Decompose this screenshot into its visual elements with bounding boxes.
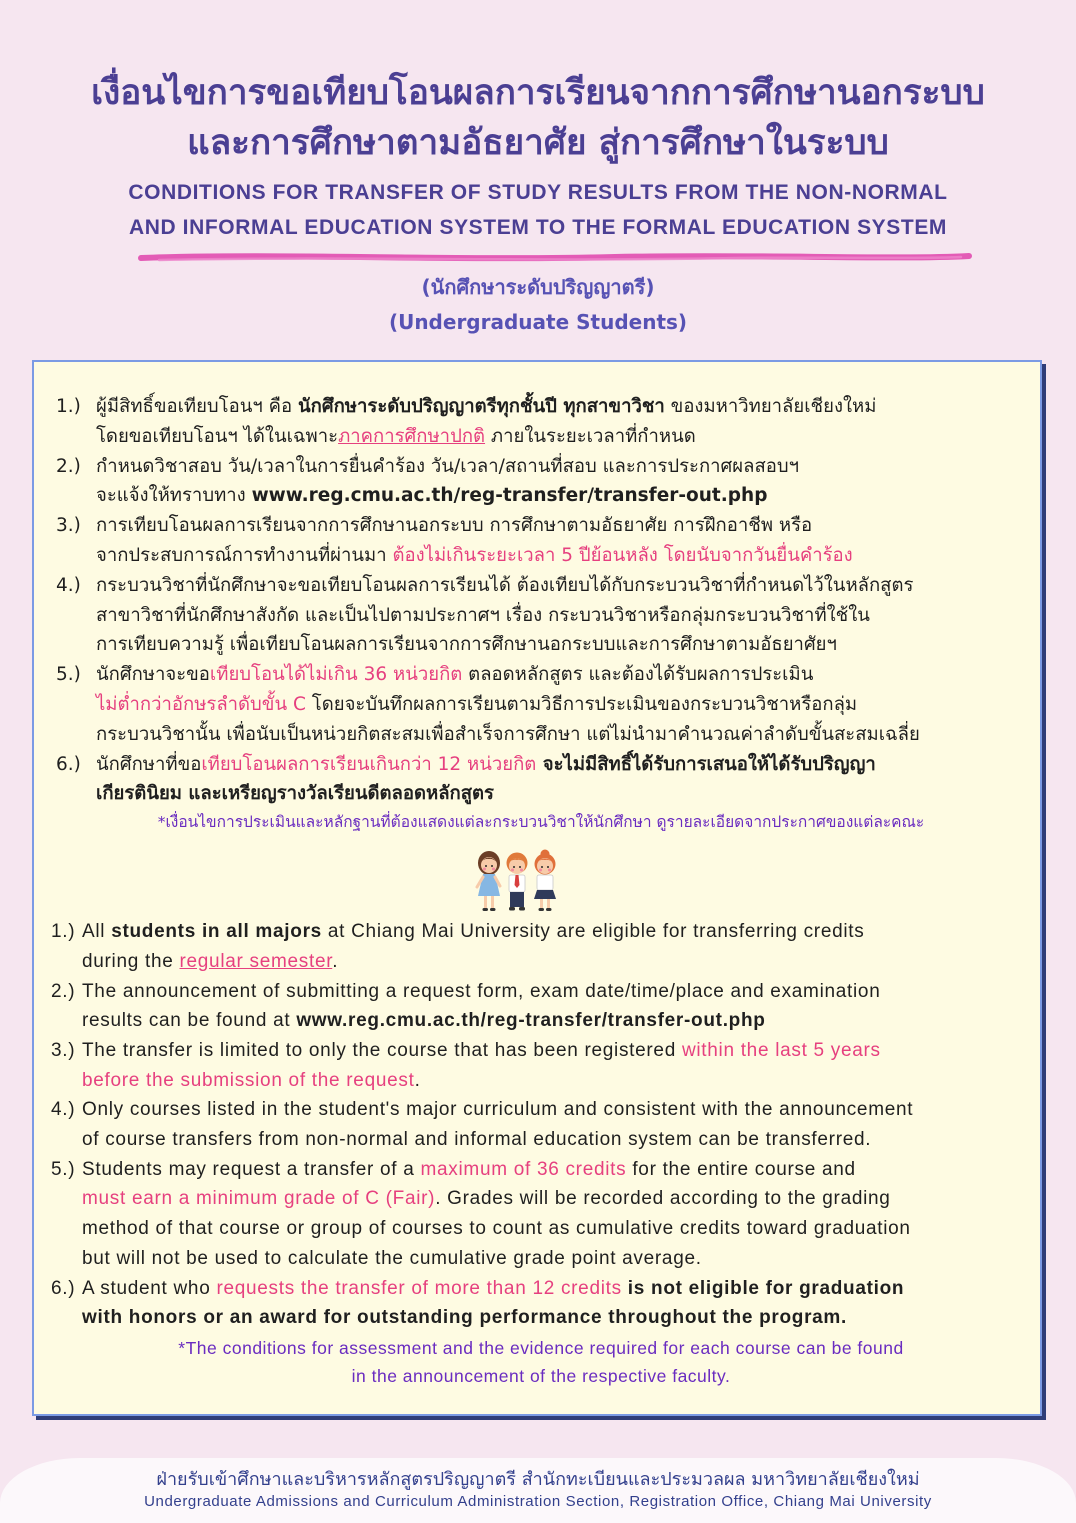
english-condition-3 <box>51 1036 1026 1095</box>
eye <box>547 866 549 868</box>
text-segment: จะแจ้งให้ทราบทาง <box>96 485 252 507</box>
three-students-icon <box>467 849 567 915</box>
text-segment: ผู้มีสิทธิ์ขอเทียบโอนฯ คือ <box>96 396 299 417</box>
bold-text: is not eligible for graduation <box>621 1277 905 1299</box>
condition-text <box>96 660 1026 749</box>
highlight-text: before the submission of the request <box>82 1069 415 1091</box>
condition-number: 3.) <box>51 1039 76 1061</box>
shoe <box>509 907 515 911</box>
condition-number: 2.) <box>56 455 81 477</box>
text-segment: but will not be used to calculate the cumulative grade point average. <box>82 1247 702 1269</box>
student-girl-blue-dress <box>477 851 500 911</box>
bold-text: เกียรตินิยม และเหรียญรางวัลเรียนดีตลอดหลักสูตร <box>96 783 494 805</box>
text-segment: การเทียบความรู้ เพื่อเทียบโอนผลการเรียนจากการศึกษานอกระบบและการศึกษาตามอัธยาศัยฯ <box>96 634 837 656</box>
thai-condition-3 <box>56 511 1026 571</box>
english-condition-4 <box>51 1095 1026 1154</box>
leg <box>540 899 543 908</box>
shoe <box>490 908 496 911</box>
condition-text <box>82 1095 1026 1154</box>
conditions-box <box>32 360 1042 1416</box>
text-segment: ภายในระยะเวลาที่กำหนด <box>485 425 696 447</box>
text-segment: during the <box>82 950 180 972</box>
cheek <box>539 869 542 872</box>
highlight-text: เทียบโอนได้ไม่เกิน 36 หน่วยกิต <box>209 664 463 686</box>
condition-number: 5.) <box>51 1158 76 1180</box>
cheek <box>483 868 486 871</box>
shoe <box>519 907 525 911</box>
highlight-text: requests the transfer of more than 12 credits <box>216 1277 622 1299</box>
registration-url-text: www.reg.cmu.ac.th/reg-transfer/transfer-out.php <box>296 1010 766 1032</box>
english-condition-1 <box>51 917 1026 976</box>
bold-text: นักศึกษาระดับปริญญาตรีทุกชั้นปี ทุกสาขาวิชา <box>298 396 665 417</box>
cheek <box>492 868 495 871</box>
text-segment: Students may request a transfer of a <box>82 1158 421 1180</box>
thai-footnote: *เงื่อนไขการประเมินและหลักฐานที่ต้องแสดงแต่ละกระบวนวิชาให้นักศึกษา ดูรายละเอียดจากประกาศของแต่ละคณะ <box>157 813 925 832</box>
text-segment: method of that course or group of courses to count as cumulative credits toward graduation <box>82 1218 911 1240</box>
eye <box>513 866 515 868</box>
condition-number: 1.) <box>51 921 76 943</box>
condition-text <box>82 977 1026 1036</box>
eye <box>541 866 543 868</box>
text-segment: results can be found at <box>82 1010 297 1032</box>
shoe <box>483 908 489 911</box>
english-condition-2 <box>51 977 1026 1036</box>
english-footnote-line-2: in the announcement of the respective faculty. <box>351 1366 731 1386</box>
text-segment: กำหนดวิชาสอบ วัน/เวลาในการยื่นคำร้อง วัน/เวลา/สถานที่สอบ และการประกาศผลสอบฯ <box>96 455 799 477</box>
english-title-line-2: AND INFORMAL EDUCATION SYSTEM TO THE FORMAL EDUCATION SYSTEM <box>128 216 948 239</box>
bold-text: with honors or an award for outstanding performance throughout the program. <box>82 1307 848 1329</box>
condition-text <box>82 1155 1026 1274</box>
text-segment: จากประสบการณ์การทำงานที่ผ่านมา <box>96 544 393 566</box>
student-girl-white-shirt <box>534 850 556 912</box>
eye <box>491 865 493 867</box>
cheek <box>548 869 551 872</box>
condition-text <box>96 452 1026 512</box>
bold-text: จะไม่มีสิทธิ์ได้รับการเสนอให้ได้รับปริญญา <box>536 753 876 775</box>
highlight-underlined-text: ภาคการศึกษาปกติ <box>338 425 486 447</box>
text-segment: สาขาวิชาที่นักศึกษาสังกัด และเป็นไปตามประกาศฯ เรื่อง กระบวนวิชาหรือกลุ่มกระบวนวิชาที่ใช้ใน <box>96 604 870 626</box>
text-segment: . <box>414 1069 421 1091</box>
text-segment: กระบวนวิชานั้น เพื่อนับเป็นหน่วยกิตสะสมเพื่อสำเร็จการศึกษา แต่ไม่นำมาคำนวณค่าลำดับขั้นสะสมเฉลี่ย <box>96 723 920 745</box>
condition-number: 6.) <box>56 753 81 775</box>
registration-url-text: www.reg.cmu.ac.th/reg-transfer/transfer-out.php <box>251 485 768 507</box>
audience-english: (Undergraduate Students) <box>388 310 688 334</box>
condition-number: 5.) <box>56 664 81 686</box>
text-segment: The announcement of submitting a request form, exam date/time/place and examination <box>82 980 881 1002</box>
text-segment: at Chiang Mai University are eligible for transferring credits <box>321 921 865 943</box>
pants <box>510 892 524 907</box>
shoe <box>539 908 545 911</box>
condition-text <box>96 511 1026 571</box>
text-segment: กระบวนวิชาที่นักศึกษาจะขอเทียบโอนผลการเรียนได้ ต้องเทียบได้กับกระบวนวิชาที่กำหนดไว้ในหลักสูตร <box>96 574 914 596</box>
text-segment: for the entire course and <box>626 1158 856 1180</box>
text-segment: นักศึกษาจะขอ <box>96 664 210 686</box>
leg <box>484 896 487 908</box>
english-footnote <box>56 1334 1026 1390</box>
shirt <box>537 875 553 890</box>
audience-thai: (นักศึกษาระดับปริญญาตรี) <box>421 275 655 299</box>
condition-number: 2.) <box>51 980 76 1002</box>
text-segment: การเทียบโอนผลการเรียนจากการศึกษานอกระบบ การศึกษาตามอัธยาศัย การฝึกอาชีพ หรือ <box>96 515 813 537</box>
leg <box>491 896 494 908</box>
condition-text <box>96 392 1026 452</box>
text-segment: . Grades will be recorded according to the grading <box>435 1188 891 1210</box>
english-footnote-line-1: *The conditions for assessment and the evidence required for each course can be found <box>178 1338 904 1358</box>
text-segment: . <box>332 950 339 972</box>
student-boy-red-tie <box>507 853 528 911</box>
footer-thai-office: ฝ่ายรับเข้าศึกษาและบริหารหลักสูตรปริญญาตรี สำนักทะเบียนและประมวลผล มหาวิทยาลัยเชียงใหม่ <box>156 1469 920 1490</box>
thai-conditions-list <box>56 392 1026 809</box>
condition-text <box>96 750 1026 810</box>
cheek <box>511 869 514 872</box>
bold-text: students in all majors <box>111 921 322 943</box>
text-segment: ของมหาวิทยาลัยเชียงใหม่ <box>664 396 877 417</box>
thai-title-line-1: เงื่อนไขการขอเทียบโอนผลการเรียนจากการศึกษานอกระบบ <box>91 73 985 113</box>
condition-text <box>82 1036 1026 1095</box>
eye <box>519 866 521 868</box>
condition-text <box>82 917 1026 976</box>
thai-title <box>0 68 1076 168</box>
pink-brush-underline <box>135 248 975 268</box>
skirt <box>534 890 556 899</box>
thai-condition-5 <box>56 660 1026 749</box>
text-segment: Only courses listed in the student's major curriculum and consistent with the announcement <box>82 1099 914 1121</box>
text-segment: นักศึกษาที่ขอ <box>96 753 202 775</box>
shoe <box>546 908 552 911</box>
english-condition-5 <box>51 1155 1026 1274</box>
text-segment: The transfer is limited to only the course that has been registered <box>82 1039 682 1061</box>
highlight-underlined-text: regular semester <box>179 950 333 972</box>
text-segment: ตลอดหลักสูตร และต้องได้รับผลการประเมิน <box>462 664 814 686</box>
condition-number: 6.) <box>51 1277 76 1299</box>
english-title-line-1: CONDITIONS FOR TRANSFER OF STUDY RESULTS FROM THE NON-NORMAL <box>128 181 948 204</box>
thai-condition-4 <box>56 571 1026 660</box>
condition-text <box>96 571 1026 660</box>
text-segment: โดยขอเทียบโอนฯ ได้ในเฉพาะ <box>96 425 339 447</box>
condition-number: 4.) <box>51 1099 76 1121</box>
footer-english-office: Undergraduate Admissions and Curriculum Administration Section, Registration Office, Chiang Mai University <box>144 1493 932 1510</box>
highlight-text: must earn a minimum grade of C (Fair) <box>82 1188 436 1210</box>
condition-text <box>82 1274 1026 1333</box>
thai-condition-1 <box>56 392 1026 452</box>
text-segment: of course transfers from non-normal and informal education system can be transferred. <box>82 1129 872 1151</box>
highlight-text: ไม่ต่ำกว่าอักษรลำดับขั้น C <box>96 693 306 715</box>
leg <box>547 899 550 908</box>
audience-label <box>0 270 1076 340</box>
text-segment: A student who <box>82 1277 217 1299</box>
thai-condition-2 <box>56 452 1026 512</box>
face <box>481 857 497 873</box>
cheek <box>520 869 523 872</box>
highlight-text: เทียบโอนผลการเรียนเกินกว่า 12 หน่วยกิต <box>201 753 537 775</box>
condition-number: 1.) <box>56 396 81 417</box>
condition-number: 4.) <box>56 574 81 596</box>
highlight-text: ต้องไม่เกินระยะเวลา 5 ปีย้อนหลัง โดยนับจากวันยื่นคำร้อง <box>392 544 853 566</box>
english-conditions-list <box>51 917 1026 1333</box>
text-segment: โดยจะบันทึกผลการเรียนตามวิธีการประเมินของกระบวนวิชาหรือกลุ่ม <box>305 693 858 715</box>
highlight-text: within the last 5 years <box>681 1039 881 1061</box>
thai-title-line-2: และการศึกษาตามอัธยาศัย สู่การศึกษาในระบบ <box>187 123 889 163</box>
text-segment: All <box>82 921 112 943</box>
condition-number: 3.) <box>56 515 81 537</box>
english-condition-6 <box>51 1274 1026 1333</box>
english-title <box>0 175 1076 245</box>
highlight-text: maximum of 36 credits <box>420 1158 627 1180</box>
thai-condition-6 <box>56 750 1026 810</box>
eye <box>485 865 487 867</box>
